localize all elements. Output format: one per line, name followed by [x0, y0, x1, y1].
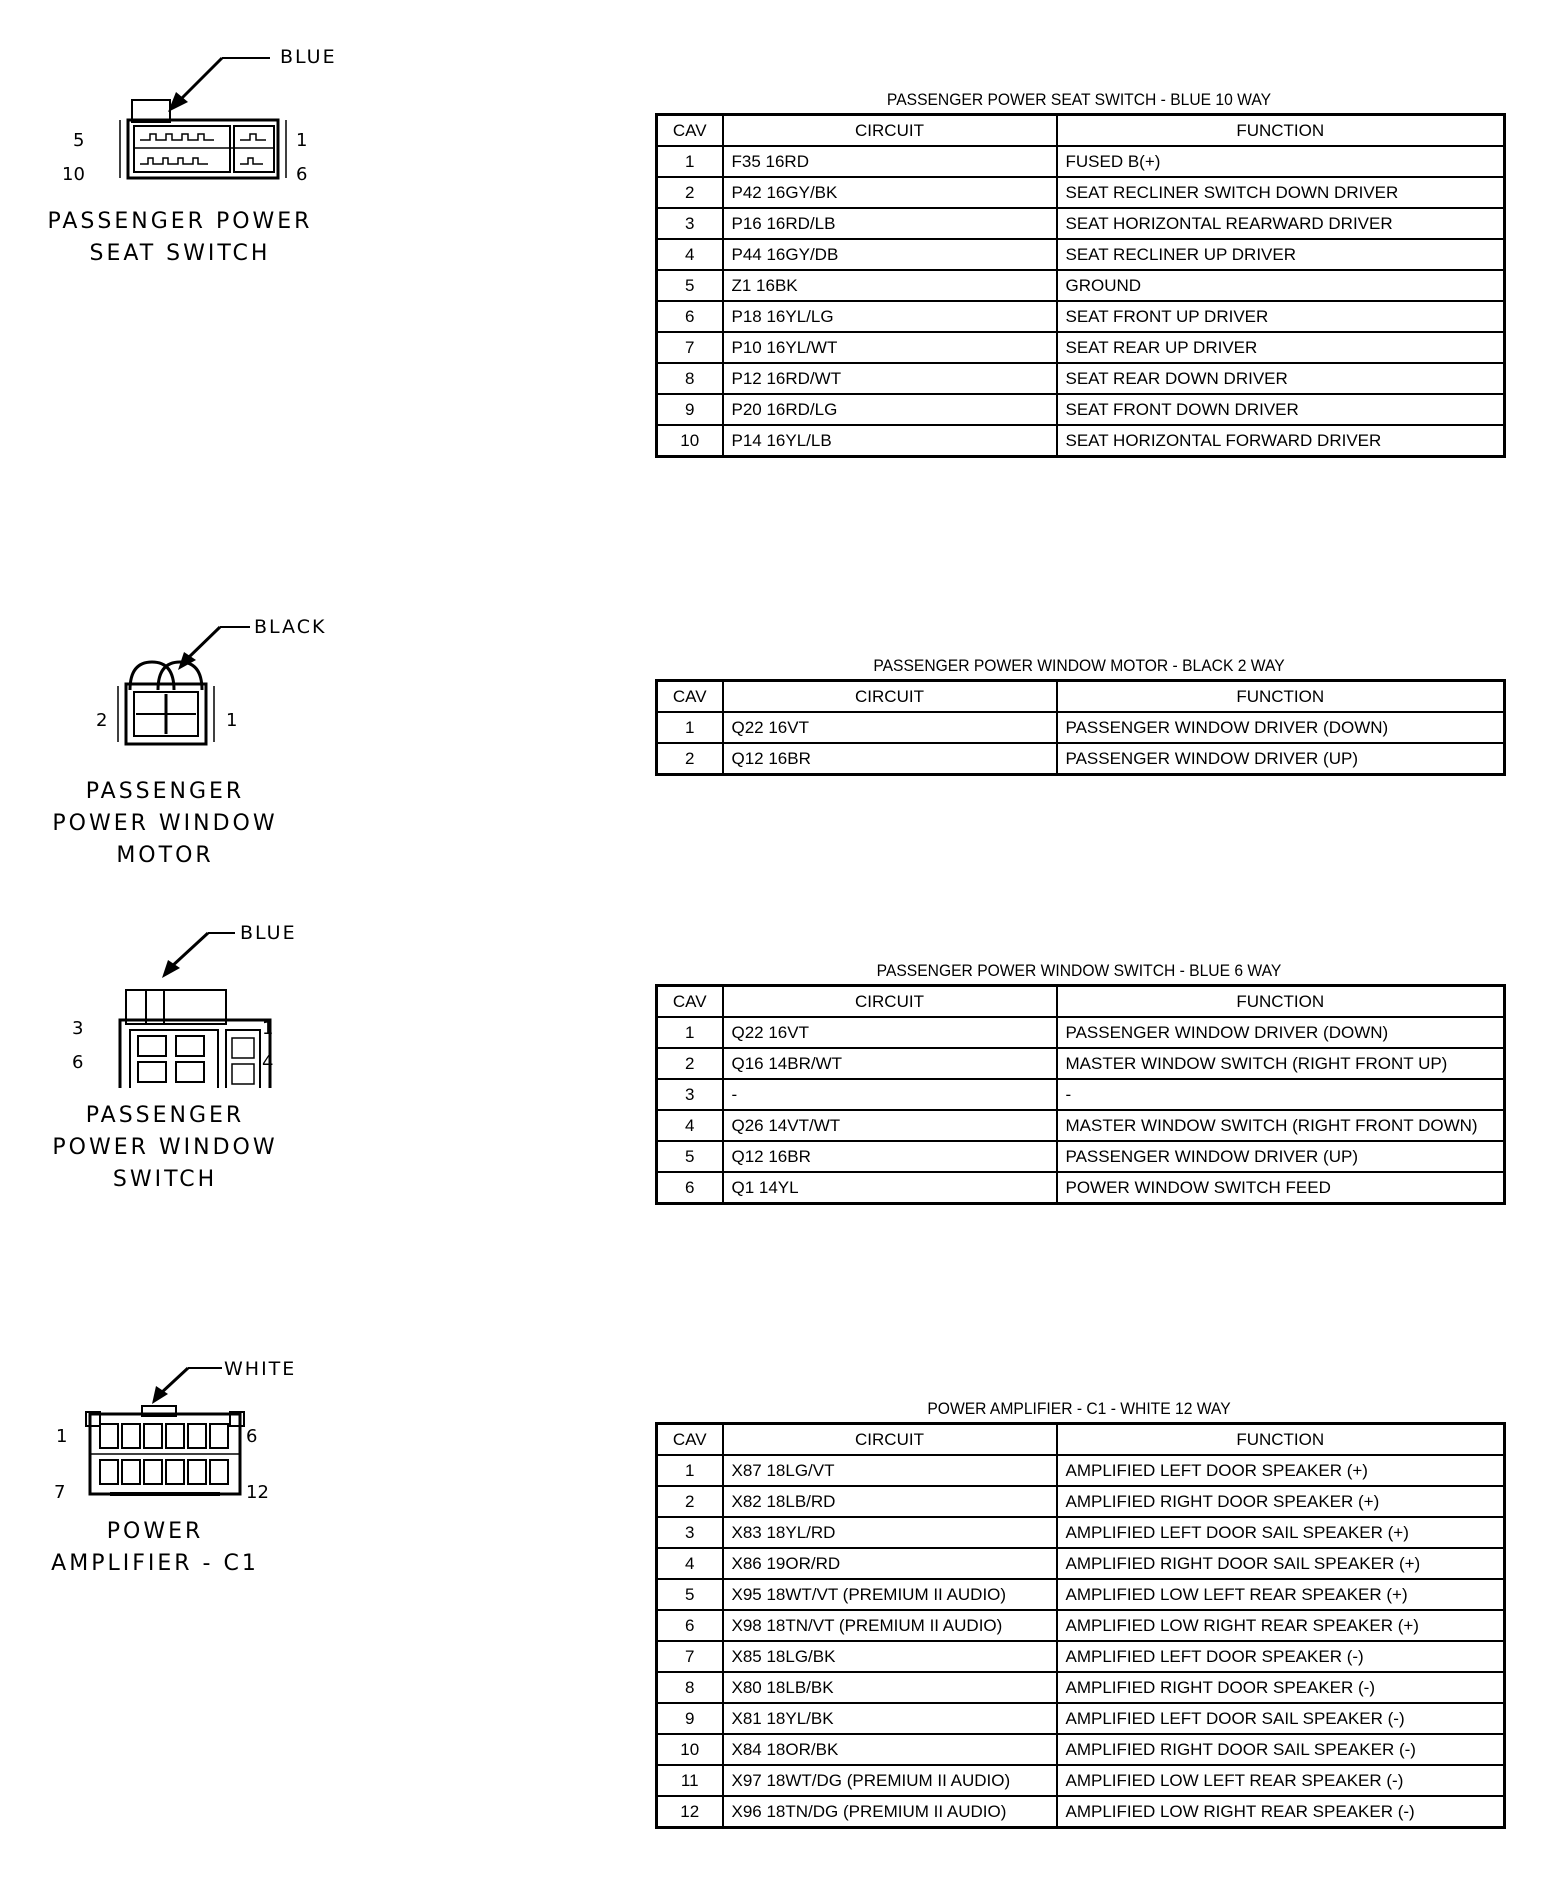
connector-section-window-switch — [0, 900, 1568, 1220]
function-cell: PASSENGER WINDOW DRIVER (DOWN) — [1057, 712, 1505, 743]
cav-cell: 7 — [657, 1641, 723, 1672]
power-amplifier-table — [655, 1422, 1506, 1829]
window-motor-table — [655, 679, 1506, 776]
seat-switch-pin-5: 5 — [73, 130, 85, 151]
seat-switch-pin-1: 1 — [296, 130, 308, 151]
function-cell: MASTER WINDOW SWITCH (RIGHT FRONT DOWN) — [1057, 1110, 1505, 1141]
circuit-cell: P10 16YL/WT — [723, 332, 1057, 363]
table-row — [657, 363, 1505, 394]
window-switch-pin-1: 1 — [262, 1018, 274, 1039]
circuit-cell: X96 18TN/DG (PREMIUM II AUDIO) — [723, 1796, 1057, 1828]
function-cell: SEAT HORIZONTAL FORWARD DRIVER — [1057, 425, 1505, 457]
circuit-cell: Q12 16BR — [723, 743, 1057, 775]
function-cell: PASSENGER WINDOW DRIVER (UP) — [1057, 1141, 1505, 1172]
table-row — [657, 1110, 1505, 1141]
window-motor-name-line-3: MOTOR — [116, 843, 214, 868]
table-row — [657, 177, 1505, 208]
cav-cell: 7 — [657, 332, 723, 363]
table-row — [657, 1048, 1505, 1079]
power-amplifier-pin-12: 12 — [246, 1482, 269, 1503]
window-motor-connector-name — [15, 776, 315, 872]
table-row — [657, 1172, 1505, 1204]
window-switch-table-block — [655, 958, 1503, 1205]
cav-cell: 2 — [657, 1048, 723, 1079]
seat-switch-name-line-2: SEAT SWITCH — [89, 241, 271, 266]
connector-section-seat-switch — [0, 0, 1568, 500]
function-cell: - — [1057, 1079, 1505, 1110]
circuit-cell: Q1 14YL — [723, 1172, 1057, 1204]
function-cell: AMPLIFIED RIGHT DOOR SAIL SPEAKER (-) — [1057, 1734, 1505, 1765]
cav-cell: 5 — [657, 1579, 723, 1610]
circuit-cell: P16 16RD/LB — [723, 208, 1057, 239]
window-switch-color-label: BLUE — [240, 922, 297, 944]
circuit-cell: X85 18LG/BK — [723, 1641, 1057, 1672]
cav-cell: 3 — [657, 1517, 723, 1548]
function-cell: SEAT RECLINER UP DRIVER — [1057, 239, 1505, 270]
circuit-cell: Z1 16BK — [723, 270, 1057, 301]
cav-cell: 1 — [657, 1455, 723, 1486]
window-motor-table-block — [655, 653, 1503, 776]
power-amplifier-color-label: WHITE — [224, 1358, 297, 1380]
table-row — [657, 1641, 1505, 1672]
power-amplifier-table-title: POWER AMPLIFIER - C1 - WHITE 12 WAY — [927, 1399, 1231, 1418]
circuit-cell: F35 16RD — [723, 146, 1057, 177]
table-row — [657, 208, 1505, 239]
circuit-header: CIRCUIT — [723, 115, 1057, 147]
cav-cell: 9 — [657, 394, 723, 425]
cav-cell: 12 — [657, 1796, 723, 1828]
cav-cell: 2 — [657, 743, 723, 775]
circuit-cell: X98 18TN/VT (PREMIUM II AUDIO) — [723, 1610, 1057, 1641]
power-amplifier-pin-7: 7 — [54, 1482, 66, 1503]
window-motor-name-line-1: PASSENGER — [85, 779, 245, 804]
cav-cell: 11 — [657, 1765, 723, 1796]
function-cell: AMPLIFIED LEFT DOOR SAIL SPEAKER (+) — [1057, 1517, 1505, 1548]
function-cell: SEAT RECLINER SWITCH DOWN DRIVER — [1057, 177, 1505, 208]
cav-cell: 4 — [657, 1110, 723, 1141]
circuit-header: CIRCUIT — [723, 986, 1057, 1018]
circuit-cell: Q22 16VT — [723, 1017, 1057, 1048]
window-motor-pin-1: 1 — [226, 710, 238, 731]
circuit-cell: X95 18WT/VT (PREMIUM II AUDIO) — [723, 1579, 1057, 1610]
table-row — [657, 1672, 1505, 1703]
window-motor-name-line-2: POWER WINDOW — [52, 811, 278, 836]
circuit-header: CIRCUIT — [723, 1424, 1057, 1456]
cav-cell: 2 — [657, 1486, 723, 1517]
window-motor-table-title: PASSENGER POWER WINDOW MOTOR - BLACK 2 WAY — [873, 656, 1285, 675]
table-row — [657, 270, 1505, 301]
table-row — [657, 1579, 1505, 1610]
table-row — [657, 712, 1505, 743]
table-header-row — [657, 115, 1505, 147]
table-row — [657, 332, 1505, 363]
cav-cell: 4 — [657, 1548, 723, 1579]
seat-switch-connector-name — [30, 206, 330, 270]
circuit-cell: P12 16RD/WT — [723, 363, 1057, 394]
window-switch-name-line-2: POWER WINDOW — [52, 1135, 278, 1160]
table-row — [657, 1548, 1505, 1579]
cav-cell: 5 — [657, 270, 723, 301]
power-amplifier-table-block — [655, 1396, 1503, 1829]
window-switch-name-line-3: SWITCH — [112, 1167, 218, 1192]
power-amplifier-pin-6: 6 — [246, 1426, 258, 1447]
circuit-cell: Q12 16BR — [723, 1141, 1057, 1172]
circuit-cell: P14 16YL/LB — [723, 425, 1057, 457]
window-motor-pin-2: 2 — [96, 710, 108, 731]
seat-switch-pin-10: 10 — [62, 164, 85, 185]
cav-cell: 1 — [657, 712, 723, 743]
function-header: FUNCTION — [1057, 681, 1505, 713]
cav-cell: 6 — [657, 1172, 723, 1204]
function-cell: AMPLIFIED LOW RIGHT REAR SPEAKER (-) — [1057, 1796, 1505, 1828]
function-cell: AMPLIFIED LOW LEFT REAR SPEAKER (+) — [1057, 1579, 1505, 1610]
function-cell: POWER WINDOW SWITCH FEED — [1057, 1172, 1505, 1204]
power-amplifier-connector-name — [5, 1516, 305, 1580]
cav-cell: 8 — [657, 363, 723, 394]
circuit-cell: - — [723, 1079, 1057, 1110]
circuit-cell: X84 18OR/BK — [723, 1734, 1057, 1765]
cav-cell: 5 — [657, 1141, 723, 1172]
cav-cell: 1 — [657, 1017, 723, 1048]
table-row — [657, 1455, 1505, 1486]
table-row — [657, 1017, 1505, 1048]
seat-switch-pin-6: 6 — [296, 164, 308, 185]
table-row — [657, 1486, 1505, 1517]
function-cell: SEAT REAR DOWN DRIVER — [1057, 363, 1505, 394]
circuit-cell: P18 16YL/LG — [723, 301, 1057, 332]
cav-cell: 3 — [657, 1079, 723, 1110]
seat-switch-name-line-1: PASSENGER POWER — [47, 209, 313, 234]
circuit-cell: P20 16RD/LG — [723, 394, 1057, 425]
cav-cell: 2 — [657, 177, 723, 208]
table-row — [657, 239, 1505, 270]
window-switch-name-line-1: PASSENGER — [85, 1103, 245, 1128]
cav-cell: 6 — [657, 1610, 723, 1641]
power-amplifier-name-line-2: AMPLIFIER - C1 — [51, 1551, 259, 1576]
seat-switch-color-label: BLUE — [280, 46, 337, 68]
connector-section-window-motor — [0, 600, 1568, 880]
function-header: FUNCTION — [1057, 1424, 1505, 1456]
function-header: FUNCTION — [1057, 115, 1505, 147]
window-motor-connector-icon — [100, 620, 300, 760]
power-amplifier-pin-1: 1 — [56, 1426, 68, 1447]
window-switch-pin-3: 3 — [72, 1018, 84, 1039]
table-row — [657, 146, 1505, 177]
table-row — [657, 394, 1505, 425]
seat-switch-table-block — [655, 87, 1503, 458]
table-row — [657, 1734, 1505, 1765]
window-switch-table — [655, 984, 1506, 1205]
table-row — [657, 1610, 1505, 1641]
table-row — [657, 1703, 1505, 1734]
circuit-cell: X81 18YL/BK — [723, 1703, 1057, 1734]
power-amplifier-name-line-1: POWER — [106, 1519, 204, 1544]
circuit-cell: X86 19OR/RD — [723, 1548, 1057, 1579]
cav-cell: 4 — [657, 239, 723, 270]
cav-header: CAV — [657, 1424, 723, 1456]
function-cell: PASSENGER WINDOW DRIVER (UP) — [1057, 743, 1505, 775]
window-motor-color-label: BLACK — [254, 616, 327, 638]
cav-header: CAV — [657, 115, 723, 147]
circuit-cell: Q22 16VT — [723, 712, 1057, 743]
table-row — [657, 1141, 1505, 1172]
function-cell: AMPLIFIED LEFT DOOR SAIL SPEAKER (-) — [1057, 1703, 1505, 1734]
circuit-cell: X80 18LB/BK — [723, 1672, 1057, 1703]
cav-cell: 8 — [657, 1672, 723, 1703]
table-row — [657, 743, 1505, 775]
function-cell: AMPLIFIED RIGHT DOOR SAIL SPEAKER (+) — [1057, 1548, 1505, 1579]
cav-cell: 10 — [657, 1734, 723, 1765]
table-row — [657, 1796, 1505, 1828]
table-row — [657, 425, 1505, 457]
function-cell: SEAT REAR UP DRIVER — [1057, 332, 1505, 363]
window-switch-pin-4: 4 — [262, 1052, 274, 1073]
table-row — [657, 1765, 1505, 1796]
table-header-row — [657, 1424, 1505, 1456]
circuit-cell: Q26 14VT/WT — [723, 1110, 1057, 1141]
circuit-header: CIRCUIT — [723, 681, 1057, 713]
table-header-row — [657, 681, 1505, 713]
function-cell: SEAT FRONT UP DRIVER — [1057, 301, 1505, 332]
function-cell: MASTER WINDOW SWITCH (RIGHT FRONT UP) — [1057, 1048, 1505, 1079]
seat-switch-table — [655, 113, 1506, 458]
table-row — [657, 1517, 1505, 1548]
seat-switch-table-title: PASSENGER POWER SEAT SWITCH - BLUE 10 WAY — [886, 90, 1272, 109]
circuit-cell: X97 18WT/DG (PREMIUM II AUDIO) — [723, 1765, 1057, 1796]
function-cell: AMPLIFIED LEFT DOOR SPEAKER (-) — [1057, 1641, 1505, 1672]
circuit-cell: X83 18YL/RD — [723, 1517, 1057, 1548]
cav-header: CAV — [657, 681, 723, 713]
circuit-cell: X82 18LB/RD — [723, 1486, 1057, 1517]
function-cell: AMPLIFIED RIGHT DOOR SPEAKER (+) — [1057, 1486, 1505, 1517]
function-cell: SEAT FRONT DOWN DRIVER — [1057, 394, 1505, 425]
window-switch-connector-name — [15, 1100, 315, 1196]
function-cell: FUSED B(+) — [1057, 146, 1505, 177]
function-cell: AMPLIFIED RIGHT DOOR SPEAKER (-) — [1057, 1672, 1505, 1703]
table-row — [657, 301, 1505, 332]
window-switch-table-title: PASSENGER POWER WINDOW SWITCH - BLUE 6 WAY — [876, 961, 1282, 980]
function-cell: SEAT HORIZONTAL REARWARD DRIVER — [1057, 208, 1505, 239]
function-cell: GROUND — [1057, 270, 1505, 301]
function-cell: AMPLIFIED LEFT DOOR SPEAKER (+) — [1057, 1455, 1505, 1486]
circuit-cell: P42 16GY/BK — [723, 177, 1057, 208]
function-header: FUNCTION — [1057, 986, 1505, 1018]
cav-cell: 9 — [657, 1703, 723, 1734]
table-header-row — [657, 986, 1505, 1018]
cav-cell: 6 — [657, 301, 723, 332]
circuit-cell: Q16 14BR/WT — [723, 1048, 1057, 1079]
cav-cell: 1 — [657, 146, 723, 177]
function-cell: PASSENGER WINDOW DRIVER (DOWN) — [1057, 1017, 1505, 1048]
cav-header: CAV — [657, 986, 723, 1018]
cav-cell: 3 — [657, 208, 723, 239]
circuit-cell: X87 18LG/VT — [723, 1455, 1057, 1486]
cav-cell: 10 — [657, 425, 723, 457]
function-cell: AMPLIFIED LOW LEFT REAR SPEAKER (-) — [1057, 1765, 1505, 1796]
table-row — [657, 1079, 1505, 1110]
connector-section-power-amplifier — [0, 1340, 1568, 1890]
function-cell: AMPLIFIED LOW RIGHT REAR SPEAKER (+) — [1057, 1610, 1505, 1641]
window-switch-pin-6: 6 — [72, 1052, 84, 1073]
circuit-cell: P44 16GY/DB — [723, 239, 1057, 270]
